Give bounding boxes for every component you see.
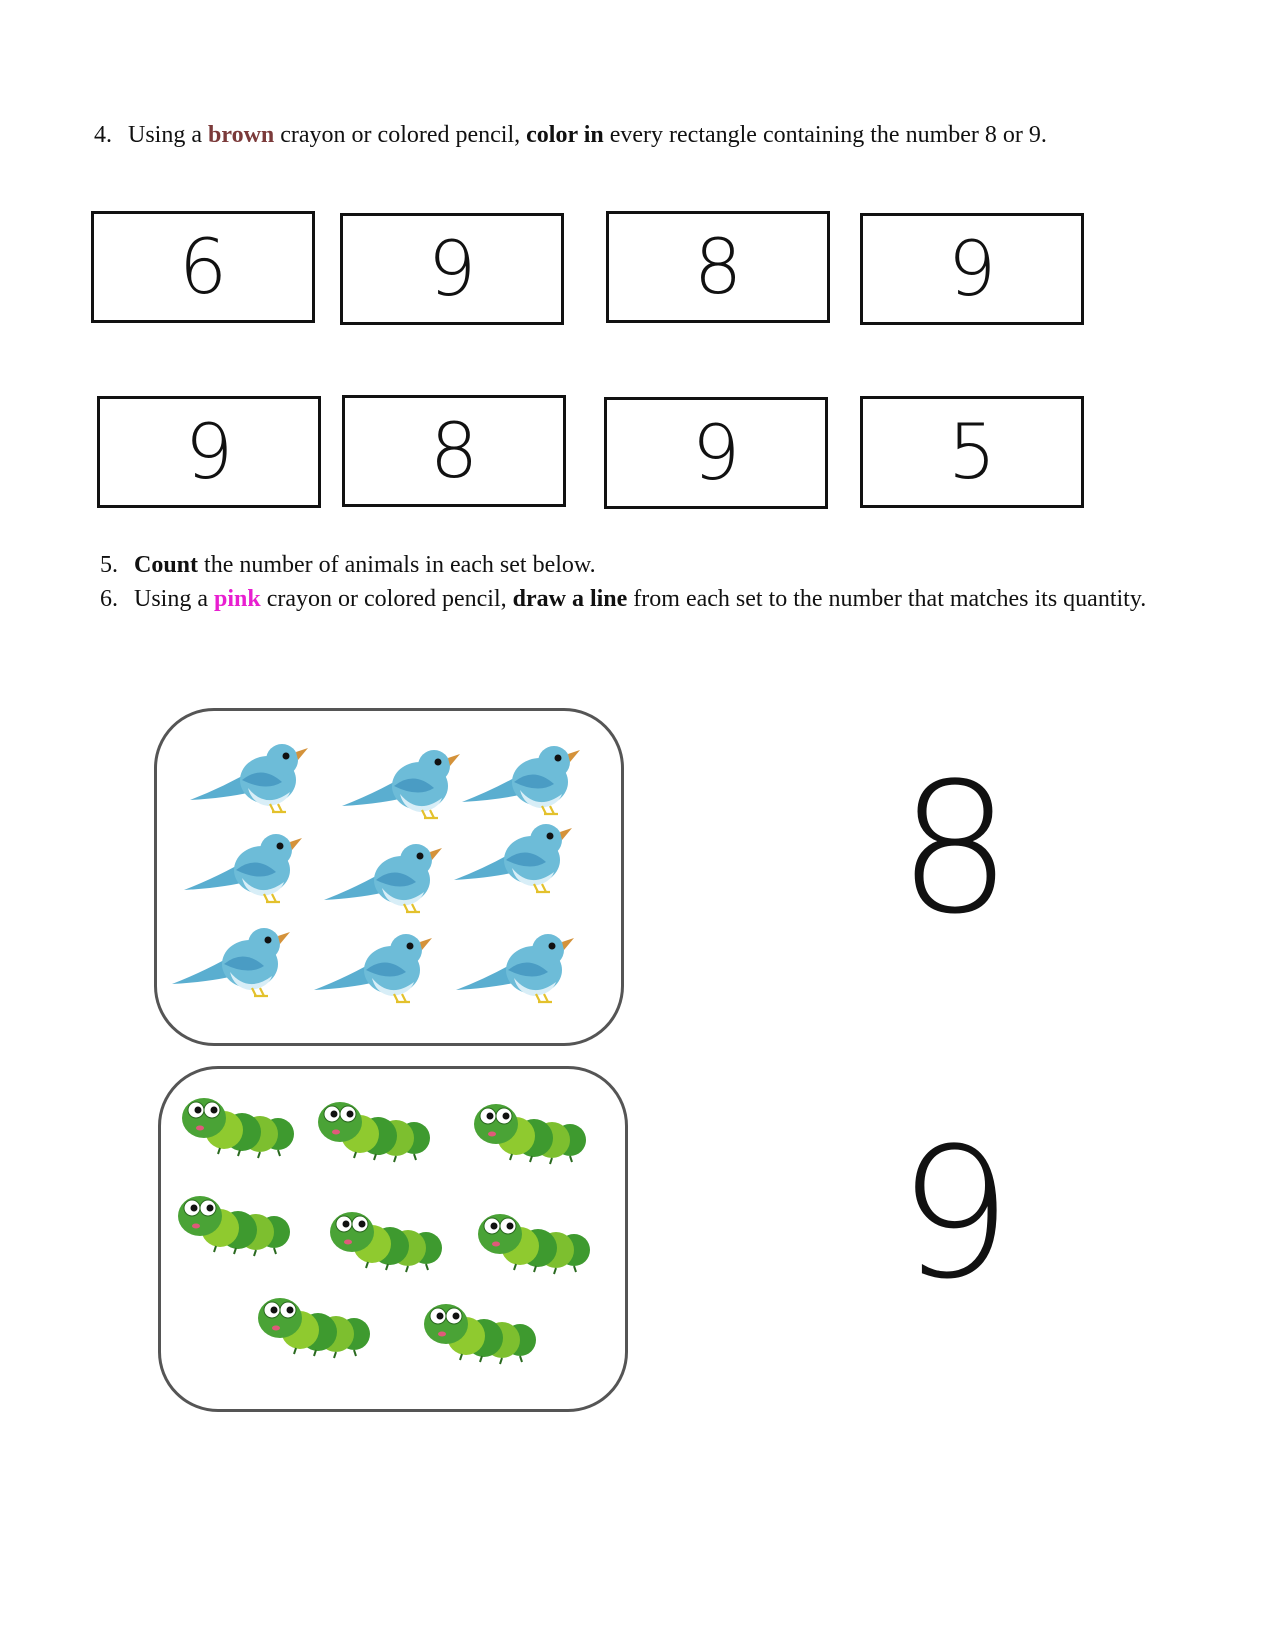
caterpillar-icon <box>256 1292 374 1362</box>
instruction-number: 6. <box>100 586 118 612</box>
caterpillar-icon <box>422 1298 540 1368</box>
rectangle-digit: 6 <box>178 222 228 311</box>
rectangle-digit: 9 <box>947 224 997 313</box>
rectangle-digit: 8 <box>429 406 479 495</box>
bird-icon <box>452 928 576 1008</box>
answer-number-9[interactable]: 9 <box>897 1110 1013 1319</box>
caterpillar-icon <box>472 1098 590 1168</box>
brown-word: brown <box>208 122 275 148</box>
caterpillar-icon <box>316 1096 434 1166</box>
caterpillar-icon <box>176 1190 294 1260</box>
number-rectangle[interactable] <box>91 211 315 323</box>
instruction-6: 6. Using a pink crayon or colored pencil, draw a line from each set to the number that matches its quantity. <box>100 586 1147 612</box>
bird-icon <box>450 818 574 898</box>
caterpillar-icon <box>328 1206 446 1276</box>
bird-icon <box>338 744 462 824</box>
rectangle-digit: 8 <box>693 222 743 311</box>
instruction-number: 4. <box>94 122 112 148</box>
bird-icon <box>186 738 310 818</box>
instruction-number: 5. <box>100 552 118 578</box>
pink-word: pink <box>214 586 261 612</box>
number-rectangle[interactable] <box>604 397 828 509</box>
number-rectangle[interactable] <box>860 213 1084 325</box>
number-rectangle[interactable] <box>97 396 321 508</box>
caterpillar-icon <box>180 1092 298 1162</box>
bird-icon <box>168 922 292 1002</box>
instruction-5: 5. Count the number of animals in each set below. <box>100 552 596 578</box>
bird-icon <box>310 928 434 1008</box>
rectangle-digit: 9 <box>427 224 477 313</box>
number-rectangle[interactable] <box>342 395 566 507</box>
bird-icon <box>180 828 304 908</box>
answer-number-8[interactable]: 8 <box>897 745 1013 954</box>
instruction-4: 4. Using a brown crayon or colored pencil, color in every rectangle containing the number 8 or 9. <box>94 122 1047 148</box>
rectangle-digit: 9 <box>184 407 234 496</box>
number-rectangle[interactable] <box>340 213 564 325</box>
bird-icon <box>320 838 444 918</box>
bird-icon <box>458 740 582 820</box>
number-rectangle[interactable] <box>606 211 830 323</box>
rectangle-digit: 9 <box>691 408 741 497</box>
caterpillar-icon <box>476 1208 594 1278</box>
rectangle-digit: 5 <box>947 407 997 496</box>
number-rectangle[interactable] <box>860 396 1084 508</box>
